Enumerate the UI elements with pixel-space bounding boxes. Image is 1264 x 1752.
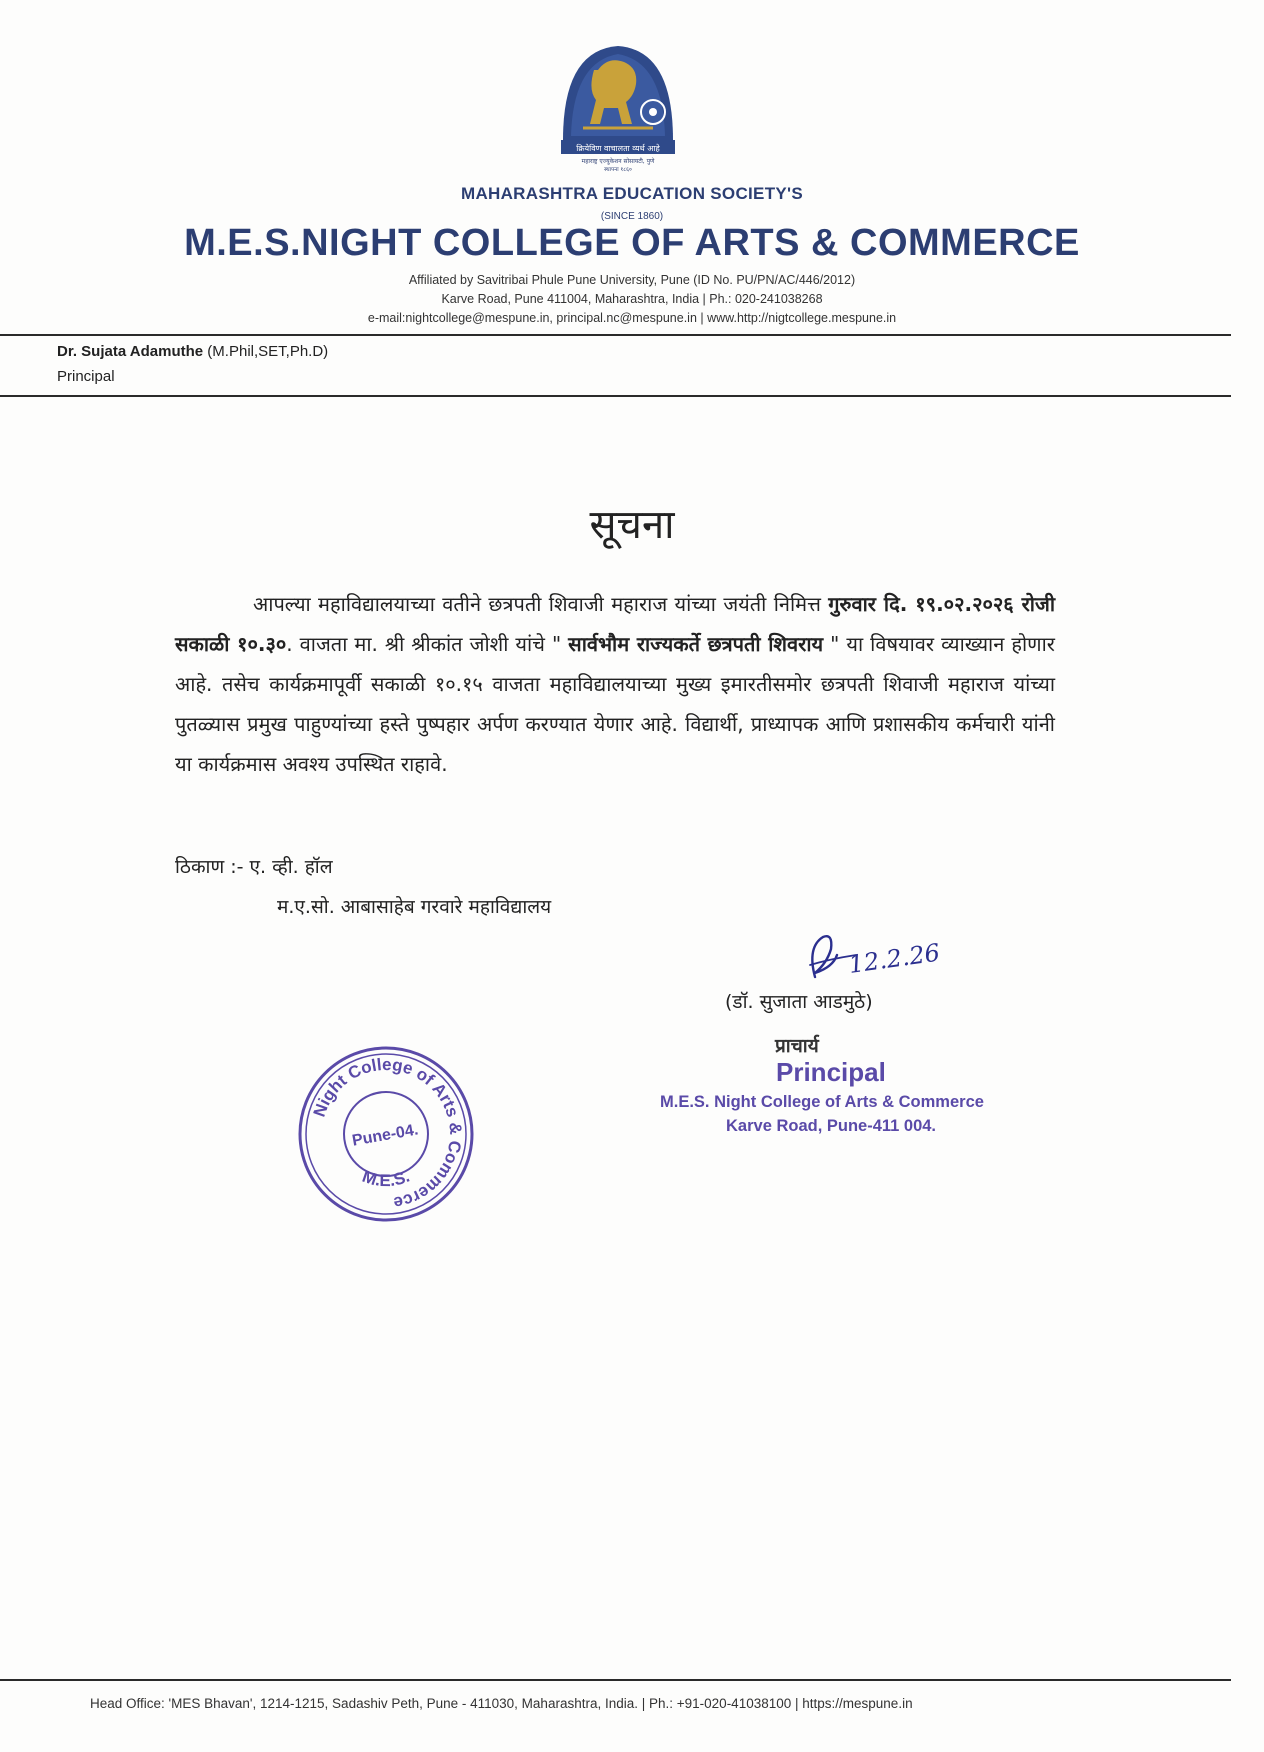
logo-year: स्थापना १८६० (604, 167, 632, 172)
venue-line-2: म.ए.सो. आबासाहेब गरवारे महाविद्यालय (277, 896, 552, 918)
signatory-name: (डॉ. सुजाता आडमुठे) (725, 991, 873, 1013)
footer-head-office: Head Office: 'MES Bhavan', 1214-1215, Sadashiv Peth, Pune - 411030, Maharashtra, India. | Ph.: +91-020-41038100 | https://mespune.in (90, 1696, 913, 1711)
notice-body: आपल्या महाविद्यालयाच्या वतीने छत्रपती शिवाजी महाराज यांच्या जयंती निमित्त गुरुवार दि. १९.०२.२०२६ रोजी सकाळी १०.३०. वाजता मा. श्री श्रीकांत जोशी यांचे " सार्वभौम राज्यकर्ते छत्रपती शिवराय " या विषयावर व्याख्यान होणार आहे. तसेच कार्यक्रमापूर्वी सकाळी १०.१५ वाजता महाविद्यालयाच्या मुख्य इमारतीसमोर छत्रपती शिवाजी महाराज यांच्या पुतळ्यास प्रमुख पाहुण्यांच्या हस्ते पुष्पहार अर्पण करण्यात येणार आहे. विद्यार्थी, प्राध्यापक आणि प्रशासकीय कर्मचारी यांनी या कार्यक्रमास अवश्य उपस्थित राहावे. (175, 592, 1055, 776)
stamp-address-line: Karve Road, Pune-411 004. (726, 1117, 937, 1135)
subheader-divider (0, 395, 1231, 397)
principal-name: Dr. Sujata Adamuthe (M.Phil,SET,Ph.D) (57, 343, 329, 360)
footer-divider (0, 1679, 1231, 1681)
signature-date: 12.2.26 (846, 938, 942, 979)
handwritten-signature-icon (790, 925, 970, 995)
stamp-principal-title: Principal (776, 1057, 886, 1087)
seal-bottom-text: M.E.S. (359, 1166, 413, 1191)
svg-text:M.E.S. (360, 1167, 412, 1191)
header-divider (0, 334, 1231, 336)
seal-center-text: Pune-04. (350, 1121, 420, 1150)
contact-line: e-mail:nightcollege@mespune.in, principal.nc@mespune.in | www.http://nigtcollege.mespune.in (367, 311, 897, 325)
stamp-college-line: M.E.S. Night College of Arts & Commerce (660, 1093, 984, 1111)
venue-line-1: ठिकाण :- ए. व्ही. हॉल (175, 856, 333, 878)
logo-caption: महाराष्ट्र एज्युकेशन सोसायटी, पुणे (581, 158, 655, 165)
college-name: M.E.S.NIGHT COLLEGE OF ARTS & COMMERCE (184, 222, 1080, 264)
principal-title: Principal (57, 368, 115, 385)
notice-heading: सूचना (589, 502, 675, 548)
logo-motto: क्रियेविण वाचालता व्यर्थ आहे (576, 144, 660, 153)
college-seal-icon (297, 1045, 475, 1223)
affiliation-line: Affiliated by Savitribai Phule Pune University, Pune (ID No. PU/PN/AC/446/2012) (408, 273, 856, 287)
address-line: Karve Road, Pune 411004, Maharashtra, India | Ph.: 020-241038268 (441, 292, 823, 306)
since-year: (SINCE 1860) (600, 211, 664, 222)
society-name: MAHARASHTRA EDUCATION SOCIETY'S (460, 184, 803, 203)
signatory-title-marathi: प्राचार्य (775, 1035, 819, 1057)
seal-ring-text: Night College of Arts & Commerce (309, 1054, 466, 1213)
society-logo-icon (543, 40, 693, 172)
